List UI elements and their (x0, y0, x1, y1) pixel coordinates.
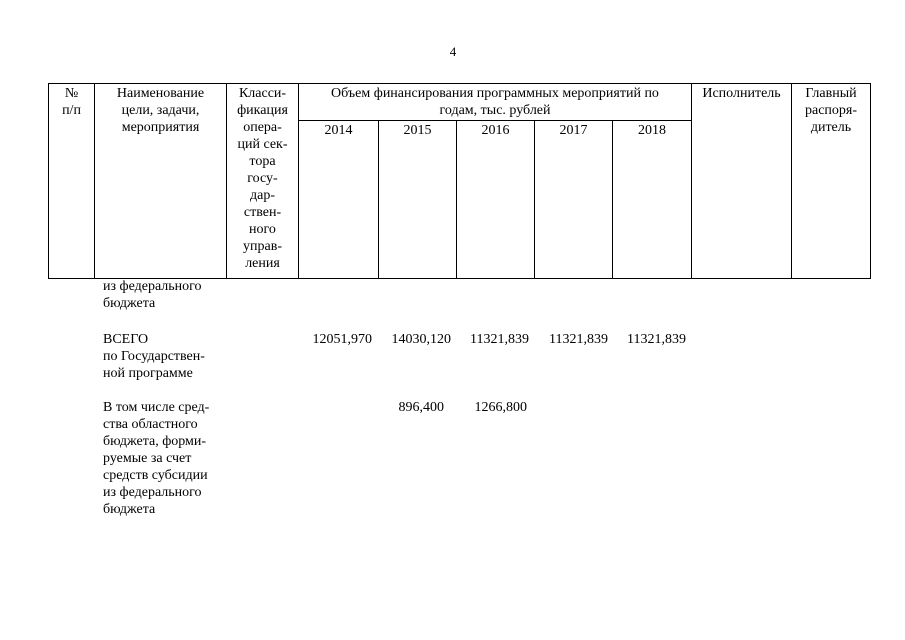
value-2017: 11321,839 (549, 332, 608, 347)
table-header (48, 83, 871, 279)
header-main-manager: Главный распоря- дитель (792, 84, 871, 279)
header-funding-group: Объем финансирования программных мероприятий по годам, тыс. рублей (299, 84, 692, 121)
header-year-2014: 2014 (299, 121, 379, 279)
header-num: № п/п (49, 84, 95, 279)
header-classification: Класси- фикация опера- ций сек- тора госу- дар- ствен- ного управ- ления (227, 84, 299, 279)
value-2014: 12051,970 (312, 332, 372, 347)
page-number: 4 (449, 44, 457, 59)
header-year-2015: 2015 (379, 121, 457, 279)
row-label: В том числе сред- ства областного бюджета, форми- руемые за счет средств субсидии из федерального бюджета (103, 400, 210, 517)
row-label: из федерального бюджета (103, 279, 202, 311)
header-year-2017: 2017 (535, 121, 613, 279)
row-label: ВСЕГО по Государствен- ной программе (103, 332, 205, 381)
header-executor: Исполнитель (692, 84, 792, 279)
value-2015: 14030,120 (391, 332, 451, 347)
header-year-2018: 2018 (613, 121, 692, 279)
value-2016: 11321,839 (470, 332, 529, 347)
value-2018: 11321,839 (627, 332, 686, 347)
header-year-2016: 2016 (457, 121, 535, 279)
value-2015: 896,400 (398, 400, 444, 415)
value-2016: 1266,800 (474, 400, 527, 415)
header-name: Наименование цели, задачи, мероприятия (95, 84, 227, 279)
